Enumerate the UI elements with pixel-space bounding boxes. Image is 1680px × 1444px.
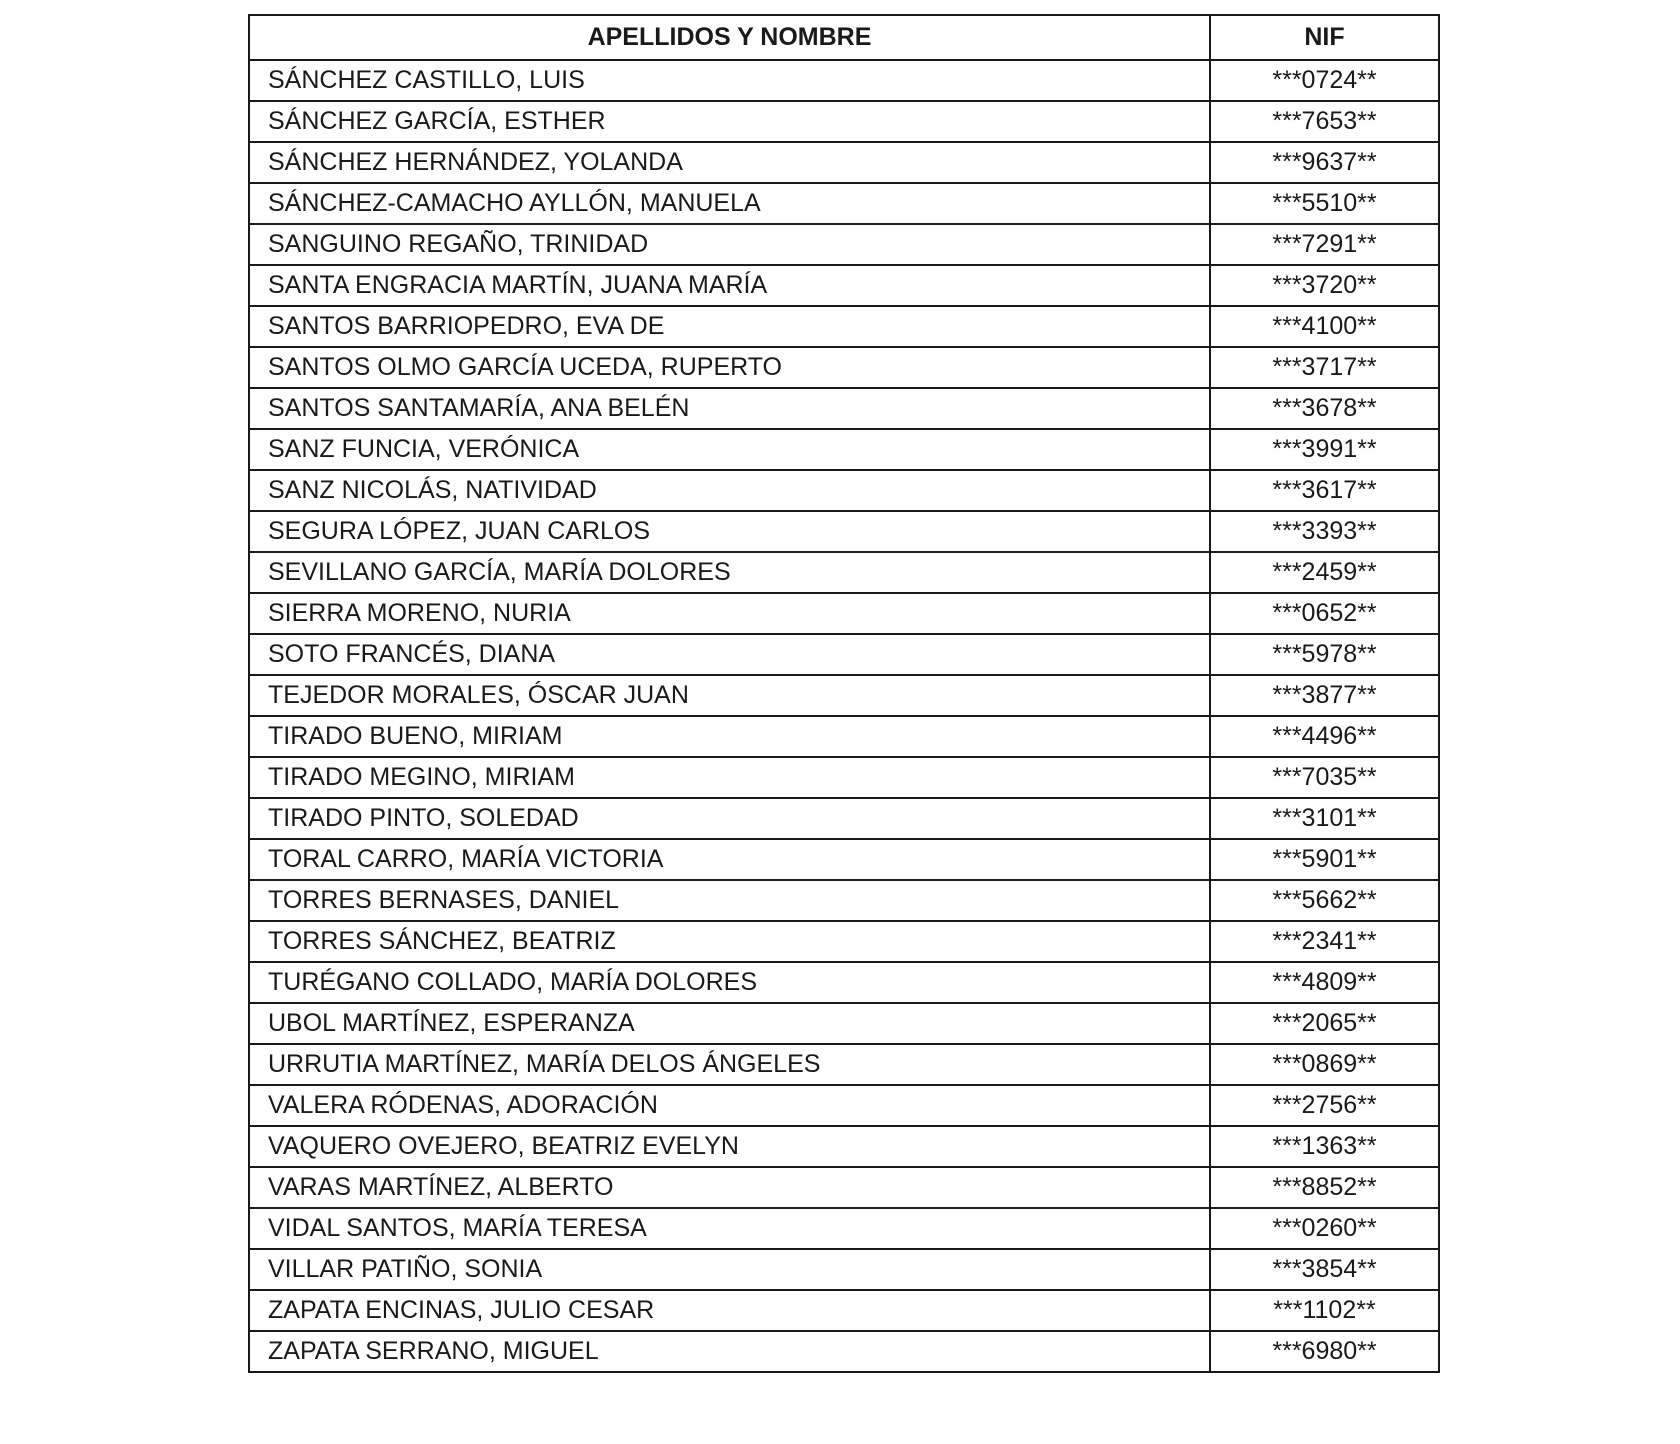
table-row [249, 1167, 1439, 1208]
row-nif: ***3720** [1210, 265, 1439, 306]
row-nif: ***1363** [1210, 1126, 1439, 1167]
row-nif: ***5978** [1210, 634, 1439, 675]
row-name: SANZ FUNCIA, VERÓNICA [249, 429, 1210, 470]
row-nif: ***2459** [1210, 552, 1439, 593]
table-row [249, 1249, 1439, 1290]
row-nif: ***4809** [1210, 962, 1439, 1003]
row-nif: ***1102** [1210, 1290, 1439, 1331]
table-row [249, 183, 1439, 224]
table-row [249, 388, 1439, 429]
row-nif: ***2756** [1210, 1085, 1439, 1126]
row-nif: ***9637** [1210, 142, 1439, 183]
row-name: TIRADO MEGINO, MIRIAM [249, 757, 1210, 798]
row-nif: ***7291** [1210, 224, 1439, 265]
row-name: TORAL CARRO, MARÍA VICTORIA [249, 839, 1210, 880]
table-row [249, 60, 1439, 101]
row-name: VIDAL SANTOS, MARÍA TERESA [249, 1208, 1210, 1249]
row-nif: ***3717** [1210, 347, 1439, 388]
table-row [249, 675, 1439, 716]
row-name: SÁNCHEZ HERNÁNDEZ, YOLANDA [249, 142, 1210, 183]
table-row [249, 1003, 1439, 1044]
row-name: ZAPATA ENCINAS, JULIO CESAR [249, 1290, 1210, 1331]
table-row [249, 552, 1439, 593]
row-name: SÁNCHEZ CASTILLO, LUIS [249, 60, 1210, 101]
row-name: UBOL MARTÍNEZ, ESPERANZA [249, 1003, 1210, 1044]
row-nif: ***7653** [1210, 101, 1439, 142]
row-name: SANTOS BARRIOPEDRO, EVA DE [249, 306, 1210, 347]
table-row [249, 1208, 1439, 1249]
row-nif: ***2341** [1210, 921, 1439, 962]
table-row [249, 962, 1439, 1003]
row-nif: ***0724** [1210, 60, 1439, 101]
row-nif: ***2065** [1210, 1003, 1439, 1044]
row-name: ZAPATA SERRANO, MIGUEL [249, 1331, 1210, 1372]
row-nif: ***4100** [1210, 306, 1439, 347]
row-name: VILLAR PATIÑO, SONIA [249, 1249, 1210, 1290]
table-row [249, 429, 1439, 470]
row-nif: ***3617** [1210, 470, 1439, 511]
header-nif: NIF [1210, 15, 1439, 60]
row-name: SANGUINO REGAÑO, TRINIDAD [249, 224, 1210, 265]
table-header-row [249, 15, 1439, 60]
header-name: APELLIDOS Y NOMBRE [249, 15, 1210, 60]
table-row [249, 716, 1439, 757]
row-nif: ***3393** [1210, 511, 1439, 552]
row-name: TIRADO BUENO, MIRIAM [249, 716, 1210, 757]
table-row [249, 1126, 1439, 1167]
row-name: SOTO FRANCÉS, DIANA [249, 634, 1210, 675]
table-row [249, 142, 1439, 183]
table-row [249, 511, 1439, 552]
table-row [249, 101, 1439, 142]
row-name: SÁNCHEZ GARCÍA, ESTHER [249, 101, 1210, 142]
row-nif: ***8852** [1210, 1167, 1439, 1208]
table-row [249, 1290, 1439, 1331]
table-row [249, 839, 1439, 880]
document-page [248, 14, 1438, 1373]
table-row [249, 634, 1439, 675]
row-nif: ***3877** [1210, 675, 1439, 716]
row-name: VARAS MARTÍNEZ, ALBERTO [249, 1167, 1210, 1208]
row-name: SEGURA LÓPEZ, JUAN CARLOS [249, 511, 1210, 552]
table-row [249, 1331, 1439, 1372]
row-name: VALERA RÓDENAS, ADORACIÓN [249, 1085, 1210, 1126]
table-row [249, 306, 1439, 347]
table-row [249, 347, 1439, 388]
row-nif: ***5662** [1210, 880, 1439, 921]
row-name: URRUTIA MARTÍNEZ, MARÍA DELOS ÁNGELES [249, 1044, 1210, 1085]
row-nif: ***0652** [1210, 593, 1439, 634]
row-nif: ***5510** [1210, 183, 1439, 224]
table-row [249, 880, 1439, 921]
people-table [248, 14, 1440, 1373]
row-nif: ***3101** [1210, 798, 1439, 839]
table-row [249, 224, 1439, 265]
row-nif: ***7035** [1210, 757, 1439, 798]
table-body [249, 60, 1439, 1372]
table-row [249, 1085, 1439, 1126]
table-row [249, 593, 1439, 634]
row-nif: ***3854** [1210, 1249, 1439, 1290]
table-row [249, 921, 1439, 962]
table-row [249, 1044, 1439, 1085]
row-name: SANZ NICOLÁS, NATIVIDAD [249, 470, 1210, 511]
row-name: TORRES SÁNCHEZ, BEATRIZ [249, 921, 1210, 962]
row-nif: ***6980** [1210, 1331, 1439, 1372]
row-name: SIERRA MORENO, NURIA [249, 593, 1210, 634]
row-nif: ***4496** [1210, 716, 1439, 757]
row-name: SANTOS SANTAMARÍA, ANA BELÉN [249, 388, 1210, 429]
row-name: TURÉGANO COLLADO, MARÍA DOLORES [249, 962, 1210, 1003]
table-row [249, 798, 1439, 839]
row-name: SANTOS OLMO GARCÍA UCEDA, RUPERTO [249, 347, 1210, 388]
row-nif: ***3991** [1210, 429, 1439, 470]
table-row [249, 757, 1439, 798]
row-name: VAQUERO OVEJERO, BEATRIZ EVELYN [249, 1126, 1210, 1167]
row-nif: ***0869** [1210, 1044, 1439, 1085]
row-name: SEVILLANO GARCÍA, MARÍA DOLORES [249, 552, 1210, 593]
row-name: TORRES BERNASES, DANIEL [249, 880, 1210, 921]
row-name: SANTA ENGRACIA MARTÍN, JUANA MARÍA [249, 265, 1210, 306]
row-nif: ***3678** [1210, 388, 1439, 429]
row-name: TEJEDOR MORALES, ÓSCAR JUAN [249, 675, 1210, 716]
table-row [249, 265, 1439, 306]
table-row [249, 470, 1439, 511]
row-name: TIRADO PINTO, SOLEDAD [249, 798, 1210, 839]
row-name: SÁNCHEZ-CAMACHO AYLLÓN, MANUELA [249, 183, 1210, 224]
row-nif: ***5901** [1210, 839, 1439, 880]
row-nif: ***0260** [1210, 1208, 1439, 1249]
